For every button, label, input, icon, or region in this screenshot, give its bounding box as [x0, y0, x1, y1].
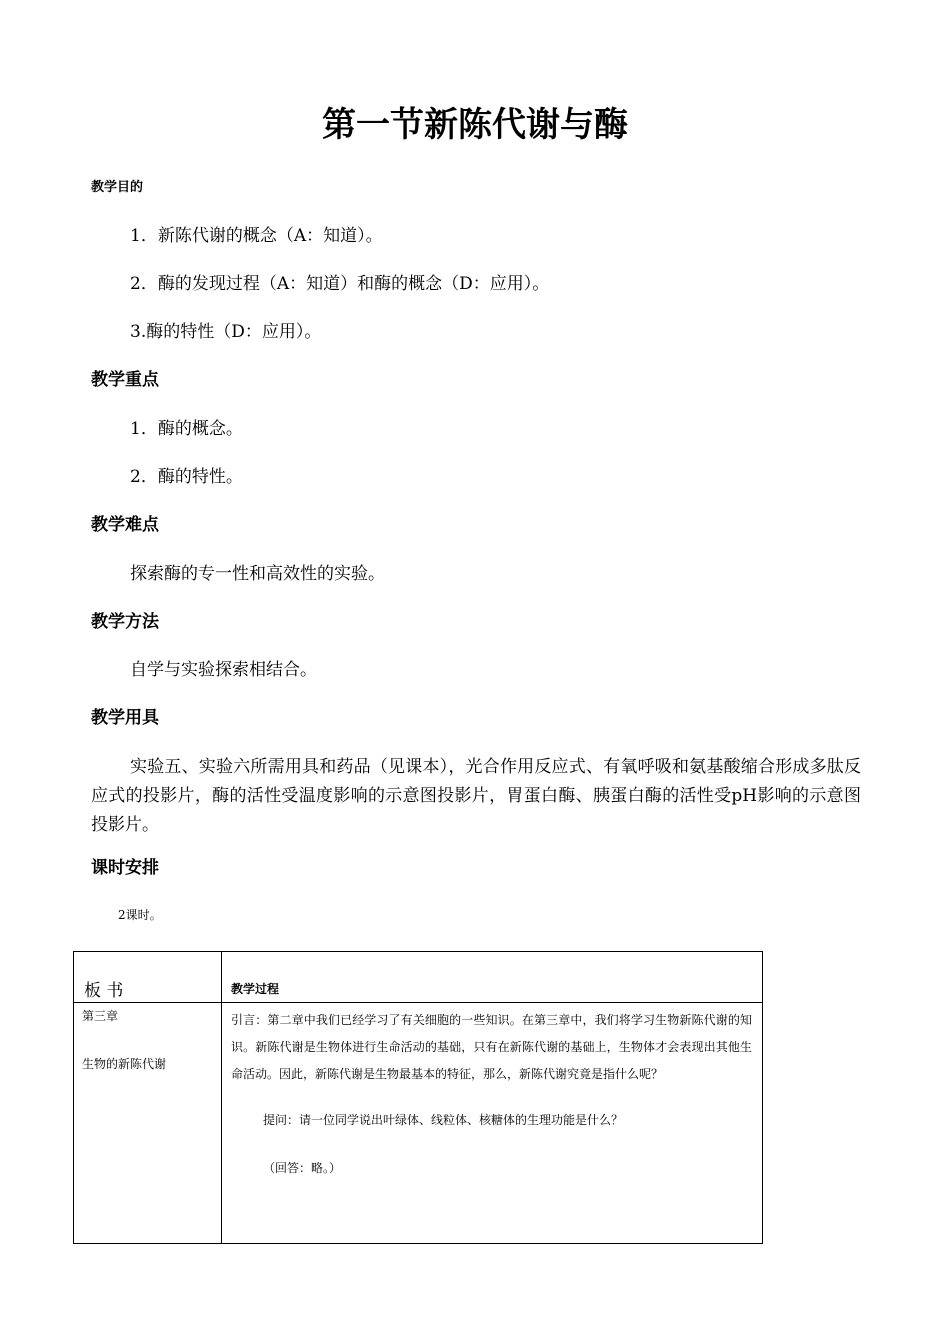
- table-header-row: [74, 952, 763, 1003]
- schedule-text: 2课时。: [118, 908, 162, 922]
- process-intro: 引言：第二章中我们已经学习了有关细胞的一些知识。在第三章中，我们将学习生物新陈代谢的知识。新陈代谢是生物体进行生命活动的基础，只有在新陈代谢的基础上，生物体才会表现出其他生命活动。因此，新陈代谢是生物最基本的特征，那么，新陈代谢究竟是指什么呢？: [231, 1013, 752, 1081]
- methods-text: 自学与实验探索相结合。: [130, 660, 317, 680]
- objective-item-1: 1．新陈代谢的概念（A：知道）。: [130, 226, 383, 246]
- process-answer: （回答：略。）: [263, 1161, 342, 1175]
- difficulties-text: 探索酶的专一性和高效性的实验。: [130, 564, 385, 584]
- tools-text: 实验五、实验六所需用具和药品（见课本），光合作用反应式、有氧呼吸和氨基酸缩合形成多肽反应式的投影片，酶的活性受温度影响的示意图投影片，胃蛋白酶、胰蛋白酶的活性受pH影响的示意图投影片。: [91, 757, 861, 835]
- objectives-heading: 教学目的: [91, 180, 144, 195]
- board-line-chapter: 第三章: [82, 1009, 119, 1023]
- table-body-row: [74, 1003, 763, 1244]
- difficulties-heading: 教学难点: [91, 515, 159, 535]
- process-header: 教学过程: [222, 952, 763, 1003]
- process-cell: [222, 1003, 763, 1244]
- methods-heading: 教学方法: [91, 612, 159, 632]
- key-point-item-2: 2．酶的特性。: [130, 467, 243, 487]
- board-header: 板 书: [74, 952, 222, 1003]
- board-cell: [74, 1003, 222, 1244]
- lesson-table: [73, 951, 763, 1244]
- objective-item-3: 3.酶的特性（D：应用）。: [130, 322, 322, 342]
- objective-item-2: 2．酶的发现过程（A：知道）和酶的概念（D：应用）。: [130, 274, 550, 294]
- key-point-item-1: 1．酶的概念。: [130, 419, 243, 439]
- schedule-heading: 课时安排: [91, 858, 159, 878]
- process-question: 提问：请一位同学说出叶绿体、线粒体、核糖体的生理功能是什么？: [263, 1113, 624, 1127]
- tools-heading: 教学用具: [91, 708, 159, 728]
- key-points-heading: 教学重点: [91, 370, 159, 390]
- page-title: 第一节新陈代谢与酶: [322, 105, 628, 145]
- board-line-topic: 生物的新陈代谢: [82, 1057, 167, 1071]
